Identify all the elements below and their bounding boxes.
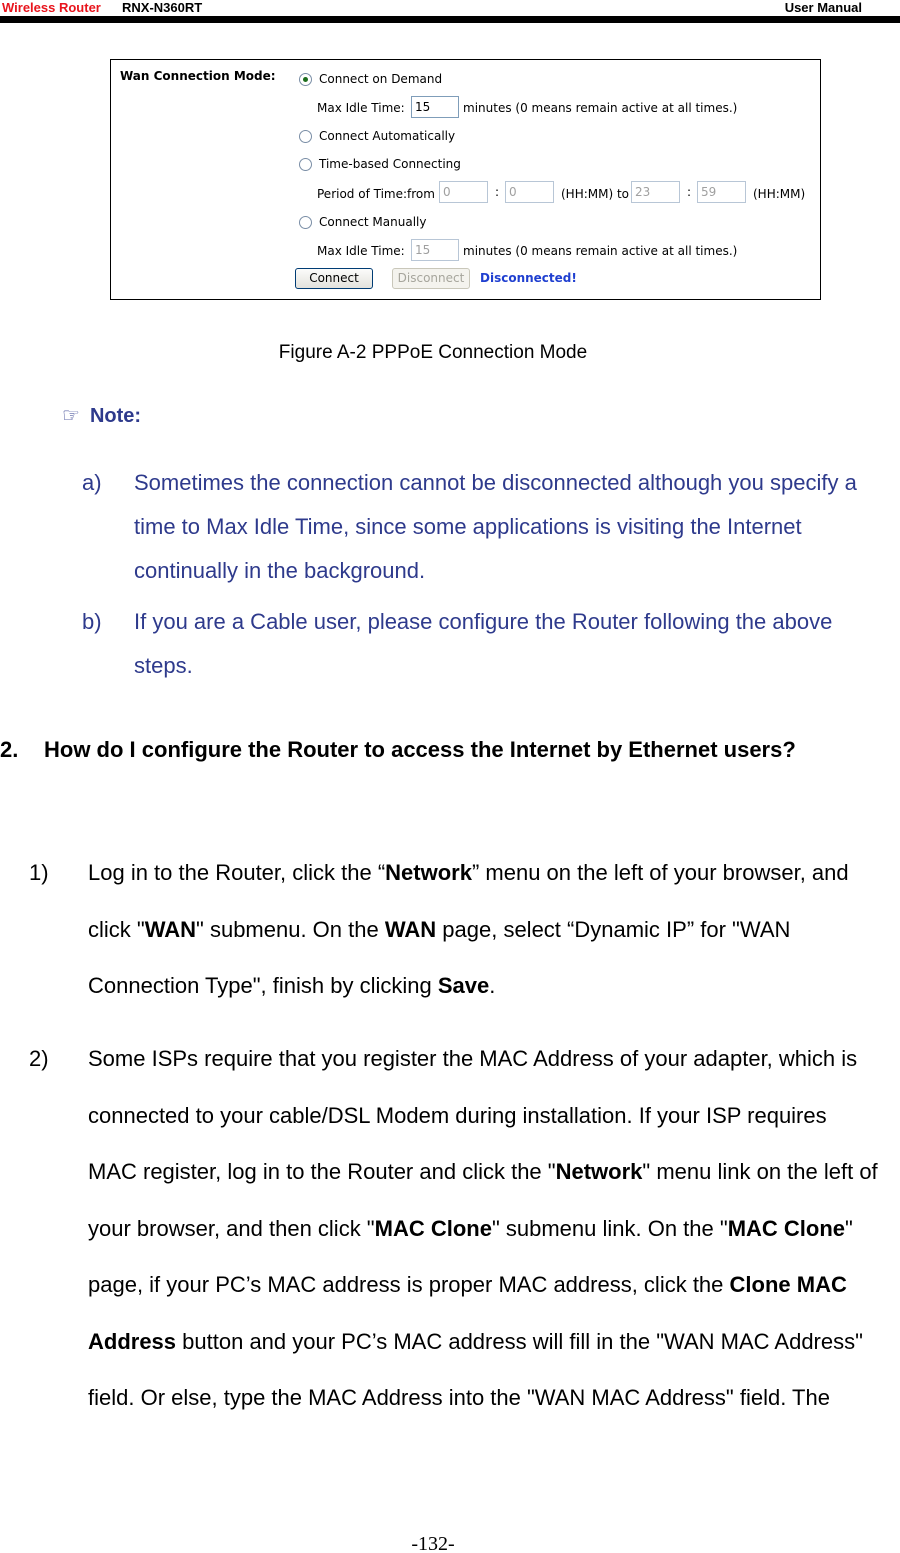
- figure-caption: Figure A-2 PPPoE Connection Mode: [278, 342, 588, 363]
- header-model: RNX-N360RT: [122, 0, 203, 15]
- step-marker: 1): [29, 860, 49, 885]
- step-marker: 2): [29, 1046, 49, 1071]
- to-hour-input[interactable]: 23: [631, 181, 680, 203]
- disconnect-button[interactable]: Disconnect: [392, 268, 470, 289]
- wan-connection-mode-label: Wan Connection Mode:: [120, 69, 276, 83]
- to-minute-input[interactable]: 59: [697, 181, 746, 203]
- option-connect-manually-label: Connect Manually: [319, 215, 427, 229]
- radio-connect-on-demand[interactable]: [299, 73, 312, 86]
- demand-max-idle-input[interactable]: 15: [411, 96, 459, 118]
- header-manual-title: User Manual: [784, 0, 862, 15]
- connect-button[interactable]: Connect: [295, 268, 373, 289]
- hhmm-label: (HH:MM): [753, 187, 806, 201]
- radio-connect-manually[interactable]: [299, 216, 312, 229]
- idle-hint-text: minutes (0 means remain active at all times.): [463, 101, 738, 115]
- page-header: [0, 0, 900, 24]
- hhmm-to-label: (HH:MM) to: [561, 187, 630, 201]
- note-item-text: If you are a Cable user, please configure the Router following the above steps.: [134, 609, 833, 678]
- option-connect-on-demand-label: Connect on Demand: [319, 72, 443, 86]
- time-colon: :: [687, 185, 692, 199]
- note-item-marker: a): [82, 470, 102, 495]
- from-minute-input[interactable]: 0: [505, 181, 554, 203]
- radio-time-based-connecting[interactable]: [299, 158, 312, 171]
- option-time-based-label: Time-based Connecting: [319, 157, 461, 171]
- radio-connect-automatically[interactable]: [299, 130, 312, 143]
- header-divider: [0, 16, 900, 23]
- note-heading: [62, 403, 141, 428]
- period-of-time-label: Period of Time:from: [317, 187, 435, 201]
- option-connect-automatically-label: Connect Automatically: [319, 129, 456, 143]
- step-text: Log in to the Router, click the “Network” menu on the left of your browser, and click "WAN" submenu. On the WAN page, select “Dynamic IP” for "WAN Connection Type", finish by clicking Save.: [88, 860, 849, 998]
- from-hour-input[interactable]: 0: [439, 181, 488, 203]
- question-number: 2.: [0, 737, 19, 762]
- pppoe-connection-figure: [110, 59, 821, 300]
- note-item-text: Sometimes the connection cannot be disconnected although you specify a time to Max Idle Time, since some applications is visiting the Internet continually in the background.: [134, 470, 857, 583]
- page-number: -132-: [411, 1533, 455, 1553]
- manual-max-idle-input[interactable]: 15: [411, 239, 459, 261]
- step-text: Some ISPs require that you register the MAC Address of your adapter, which is connected to your cable/DSL Modem during installation. If your ISP requires MAC register, log in to the Router and click the "Network" menu link on the left of your browser, and then click "MAC Clone" submenu link. On the "MAC Clone" page, if your PC’s MAC address is proper MAC address, click the Clone MAC Address button and your PC’s MAC address will fill in the "WAN MAC Address" field. Or else, type the MAC Address into the "WAN MAC Address" field. The: [88, 1046, 878, 1410]
- time-colon: :: [495, 185, 500, 199]
- pointing-hand-icon: ☞: [62, 405, 80, 427]
- max-idle-time-label: Max Idle Time:: [317, 244, 405, 258]
- connection-status: Disconnected!: [480, 271, 577, 285]
- question-text: How do I configure the Router to access the Internet by Ethernet users?: [44, 737, 796, 762]
- note-item-marker: b): [82, 609, 102, 634]
- note-title: Note:: [89, 405, 142, 427]
- header-brand: Wireless Router: [2, 0, 101, 15]
- idle-hint-text: minutes (0 means remain active at all times.): [463, 244, 738, 258]
- max-idle-time-label: Max Idle Time:: [317, 101, 405, 115]
